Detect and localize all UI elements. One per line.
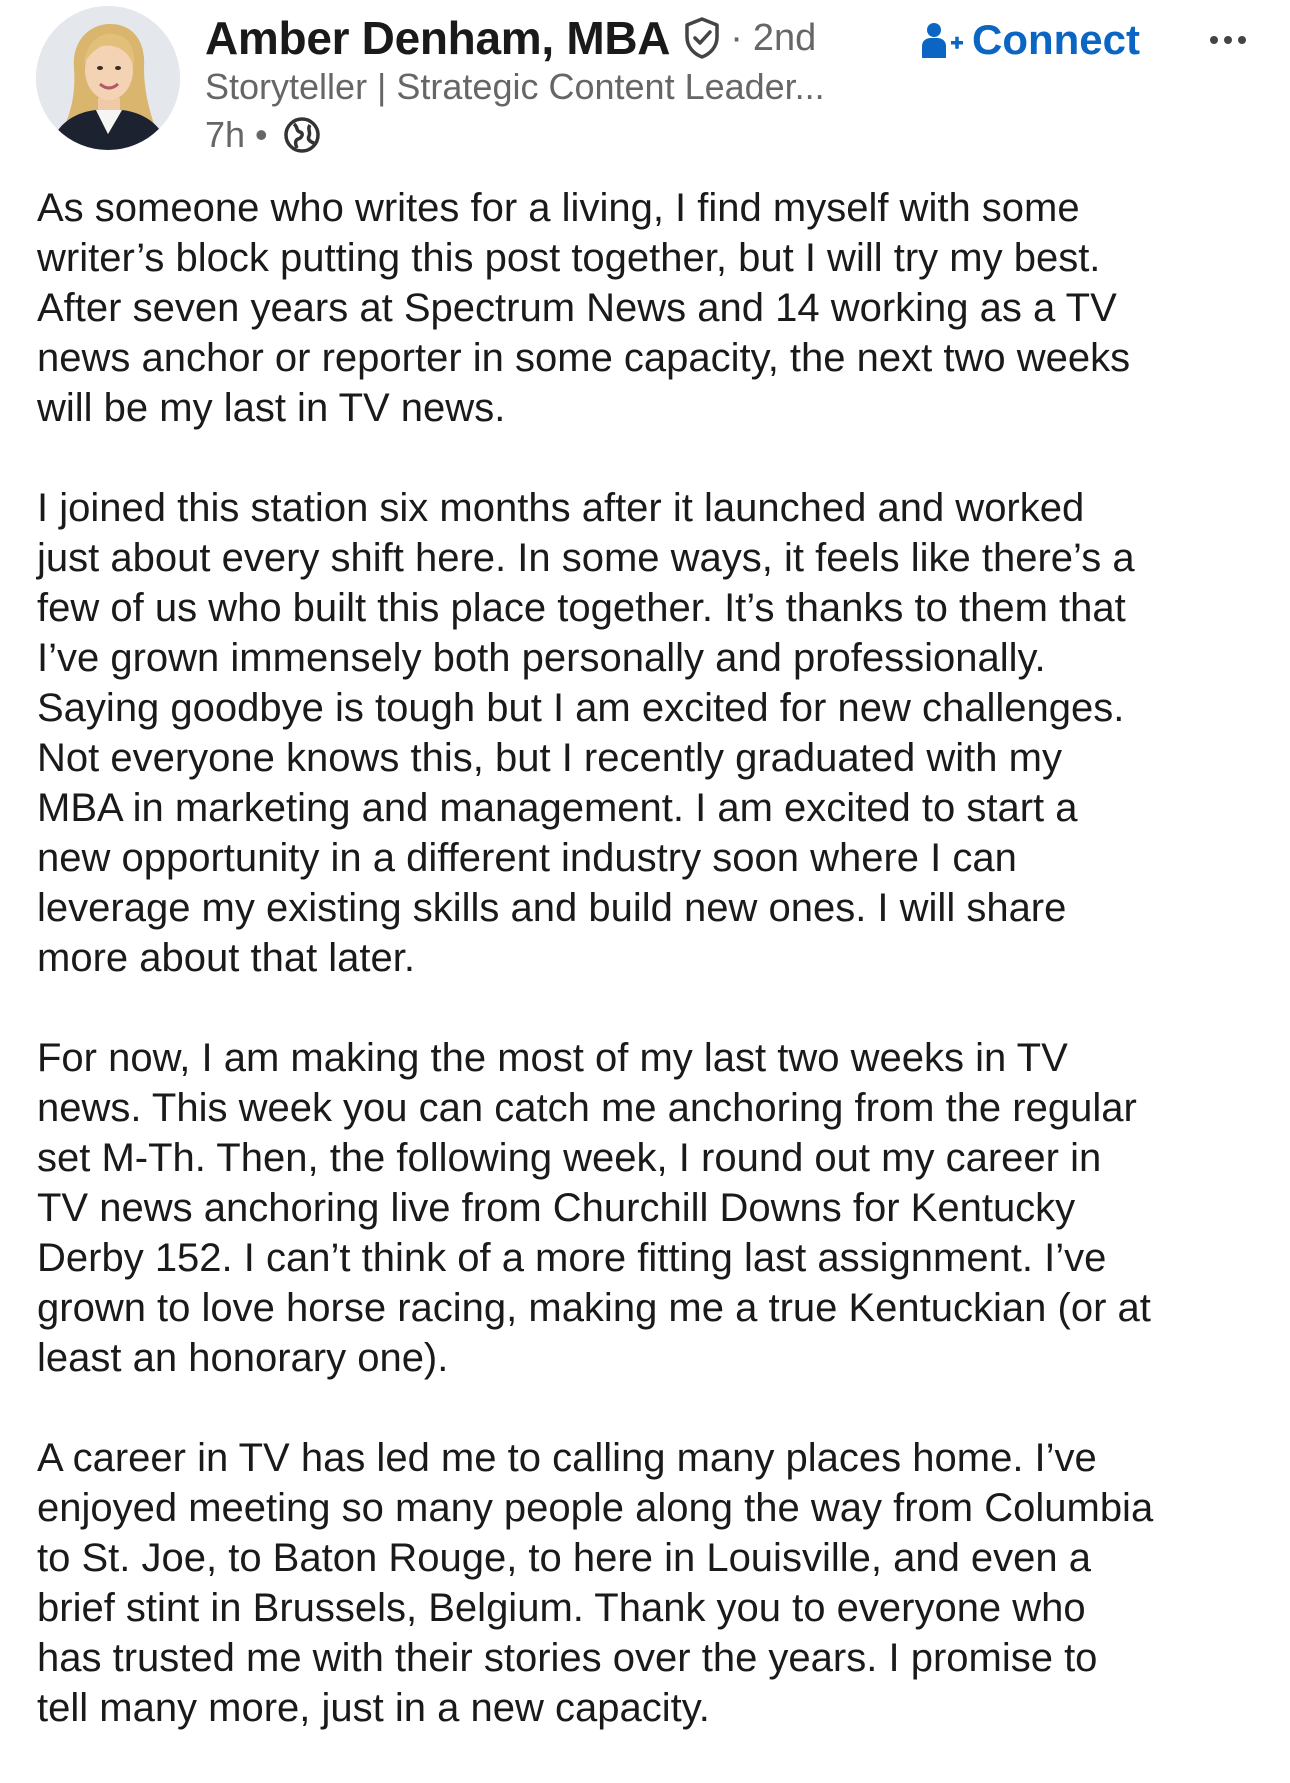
avatar[interactable] (36, 6, 180, 150)
post-line: Not everyone knows this, but I recently graduated with my (37, 736, 1062, 780)
connection-degree: 2nd (752, 16, 817, 59)
separator-dot: • (255, 114, 268, 155)
post-line: will be my last in TV news. (37, 386, 506, 430)
globe-icon (282, 115, 322, 155)
post-line: new opportunity in a different industry soon where I can (37, 836, 1017, 880)
connect-button[interactable] (918, 12, 1140, 68)
post-time: 7h (205, 114, 246, 155)
post-line: least an honorary one). (37, 1336, 449, 1380)
post-line: Saying goodbye is tough but I am excited for new challenges. (37, 686, 1125, 730)
post-line: writer’s block putting this post together, but I will try my best. (37, 236, 1101, 280)
post-paragraph (37, 183, 1267, 433)
post-line: to St. Joe, to Baton Rouge, to here in Louisville, and even a (37, 1536, 1092, 1580)
post-line: enjoyed meeting so many people along the way from Columbia (37, 1486, 1154, 1530)
post-line: As someone who writes for a living, I find myself with some (37, 186, 1080, 230)
post-line: I’ve grown immensely both personally and professionally. (37, 636, 1046, 680)
post-line: tell many more, just in a new capacity. (37, 1686, 710, 1730)
author-name[interactable]: Amber Denham, MBA (205, 12, 671, 64)
separator-dot: · (730, 16, 743, 59)
more-horizontal-icon-dot (1238, 36, 1246, 44)
post-line: news anchor or reporter in some capacity, the next two weeks (37, 336, 1131, 380)
author-headline[interactable]: Storyteller | Strategic Content Leader... (205, 66, 825, 107)
post-line: I joined this station six months after it launched and worked (37, 486, 1085, 530)
post-line: For now, I am making the most of my last two weeks in TV (37, 1036, 1068, 1080)
post-line: more about that later. (37, 936, 416, 980)
post-line: has trusted me with their stories over the years. I promise to (37, 1636, 1098, 1680)
post-line: After seven years at Spectrum News and 14 working as a TV (37, 286, 1117, 330)
post-line: set M-Th. Then, the following week, I round out my career in (37, 1136, 1102, 1180)
post-meta (205, 114, 322, 156)
post-line: TV news anchoring live from Churchill Downs for Kentucky (37, 1186, 1076, 1230)
post-line: brief stint in Brussels, Belgium. Thank you to everyone who (37, 1586, 1086, 1630)
post-body (37, 183, 1267, 1783)
post-line: MBA in marketing and management. I am excited to start a (37, 786, 1078, 830)
connect-label: Connect (972, 16, 1140, 63)
more-options-button[interactable] (1200, 18, 1256, 62)
profile-photo (36, 6, 180, 150)
add-person-icon (918, 16, 966, 64)
author-name-row (205, 10, 816, 66)
post-line: few of us who built this place together. It’s thanks to them that (37, 586, 1126, 630)
post-paragraph (37, 483, 1267, 983)
shield-check-icon (682, 16, 722, 60)
post-line: grown to love horse racing, making me a true Kentuckian (or at (37, 1286, 1151, 1330)
more-horizontal-icon-dot (1224, 36, 1232, 44)
more-horizontal-icon (1210, 36, 1218, 44)
post-line: A career in TV has led me to calling many places home. I’ve (37, 1436, 1097, 1480)
post-line: just about every shift here. In some ways, it feels like there’s a (37, 536, 1135, 580)
post-paragraph (37, 1433, 1267, 1733)
post-line: Derby 152. I can’t think of a more fitting last assignment. I’ve (37, 1236, 1107, 1280)
post-paragraph (37, 1033, 1267, 1383)
post-line: news. This week you can catch me anchoring from the regular (37, 1086, 1137, 1130)
post-line: leverage my existing skills and build new ones. I will share (37, 886, 1067, 930)
